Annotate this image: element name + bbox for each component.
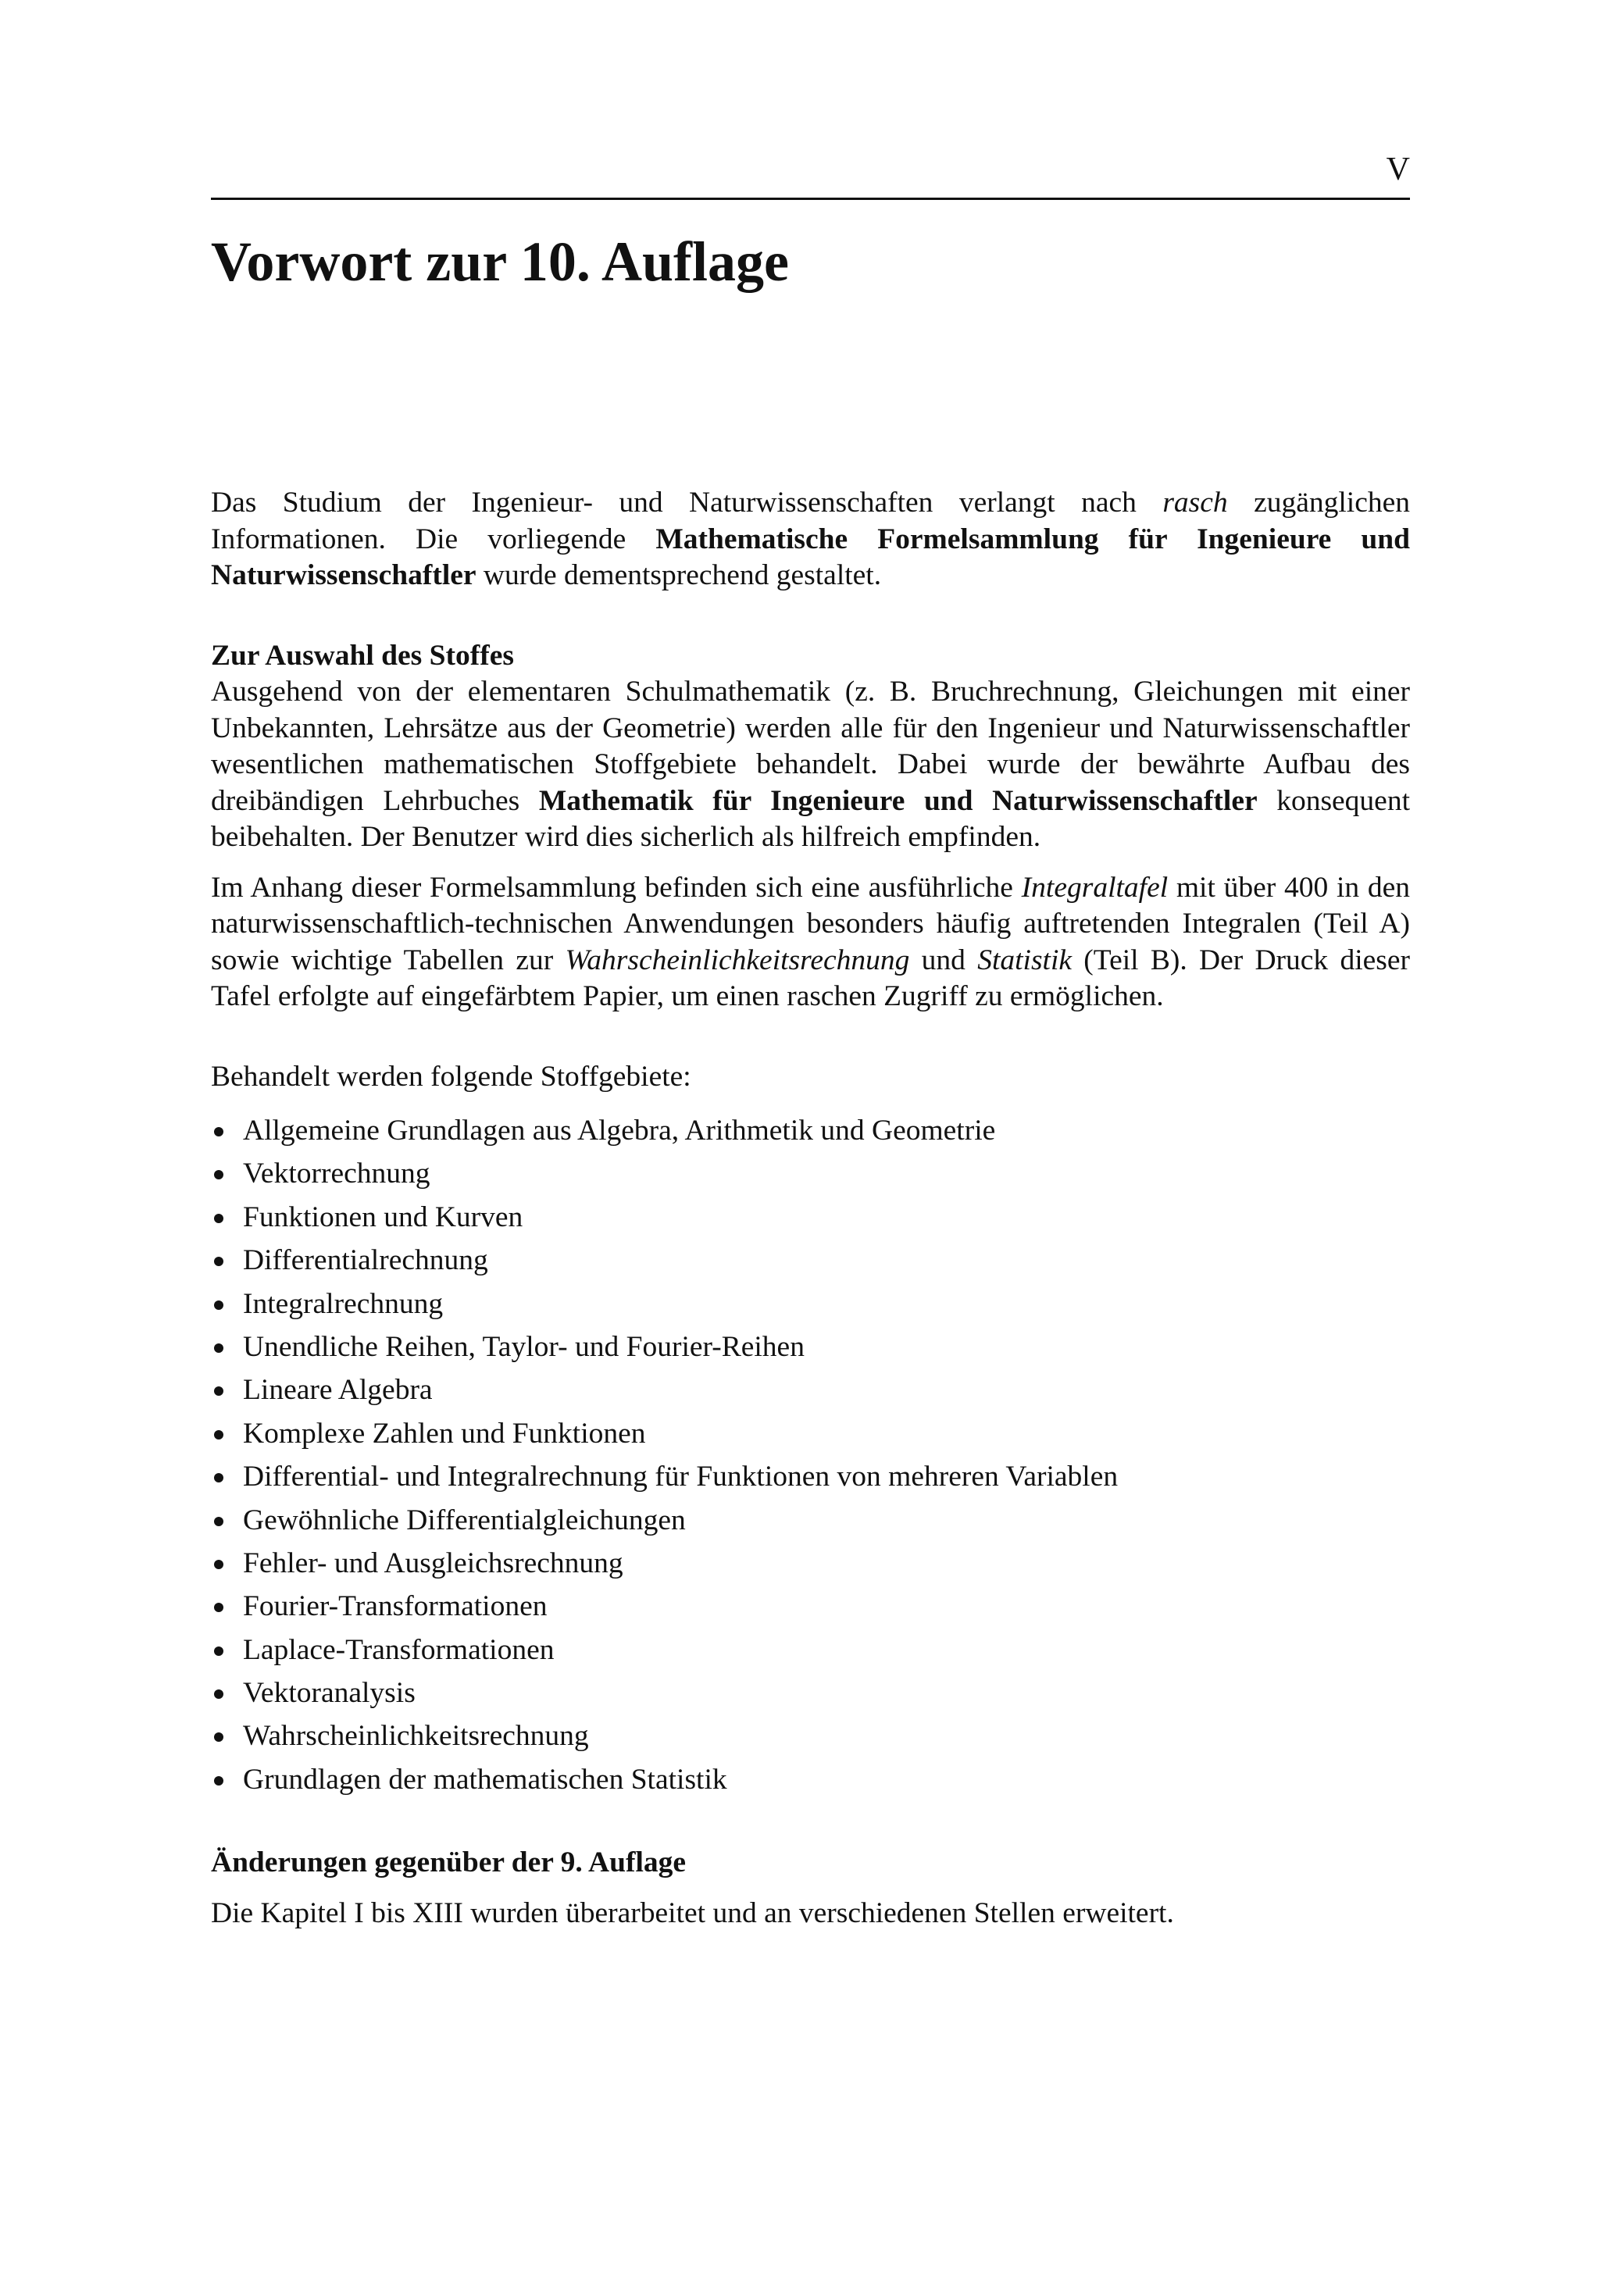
stoff-paragraph-1 <box>211 674 1410 856</box>
page-number: V <box>1386 152 1410 187</box>
list-item-label: Gewöhnliche Differentialgleichungen <box>243 1504 686 1536</box>
bullet-icon <box>214 1386 223 1396</box>
list-item <box>211 1239 1410 1282</box>
bullet-icon <box>214 1560 223 1569</box>
stoff-p2-text-3: und <box>909 944 978 976</box>
header-rule <box>211 198 1410 200</box>
stoff-p1-book-title: Mathematik für Ingenieure und Naturwissenschaftler <box>538 784 1258 817</box>
list-item <box>211 1196 1410 1239</box>
list-item-label: Wahrscheinlichkeitsrechnung <box>243 1720 589 1753</box>
bullet-icon <box>214 1300 223 1310</box>
list-item-label: Laplace-Transformationen <box>243 1633 555 1666</box>
bullet-icon <box>214 1603 223 1612</box>
bullet-icon <box>214 1689 223 1699</box>
list-item-label: Fehler- und Ausgleichsrechnung <box>243 1547 623 1579</box>
stoff-p2-emphasis-wahrscheinlichkeit: Wahrscheinlichkeitsrechnung <box>565 944 910 976</box>
bullet-icon <box>214 1257 223 1266</box>
bullet-icon <box>214 1127 223 1136</box>
list-item <box>211 1109 1410 1152</box>
stoff-p1-text-2: konsequent beibehalten. Der Benutzer wird dies sicherlich als hilfreich empfinden. <box>211 784 1410 853</box>
topics-list <box>211 1109 1410 1801</box>
list-item <box>211 1585 1410 1628</box>
bullet-icon <box>214 1473 223 1482</box>
list-item-label: Fourier-Transformationen <box>243 1590 548 1623</box>
list-item <box>211 1455 1410 1498</box>
stoff-paragraph-2 <box>211 870 1410 1015</box>
list-item-label: Lineare Algebra <box>243 1374 433 1407</box>
bullet-icon <box>214 1343 223 1353</box>
list-item <box>211 1758 1410 1801</box>
section-heading-changes: Änderungen gegenüber der 9. Auflage <box>211 1846 687 1879</box>
bullet-icon <box>214 1430 223 1440</box>
list-item-label: Unendliche Reihen, Taylor- und Fourier-Reihen <box>243 1330 805 1363</box>
bullet-icon <box>214 1646 223 1656</box>
intro-paragraph <box>211 485 1410 594</box>
stoff-p1-text-1: Ausgehend von der elementaren Schulmathematik (z. B. Bruchrechnung, Gleichungen mit einer Unbekannten, Lehrsätze aus der Geometrie) werden alle für den Ingenieur und Naturwissenschaftler wesentlichen mathematischen Stoffgebiete behandelt. Dabei wurde der bewährte Aufbau des dreibändigen Lehrbuches <box>211 676 1410 817</box>
stoff-p2-text-2: mit über 400 in den naturwissenschaftlich-technischen Anwendungen besonders häufig auftretenden Integralen (Teil A) sowie wichtige Tabellen zur <box>211 871 1410 976</box>
list-item-label: Funktionen und Kurven <box>243 1201 523 1233</box>
list-item <box>211 1368 1410 1411</box>
bullet-icon <box>214 1170 223 1179</box>
body-content <box>211 485 1410 1932</box>
list-item <box>211 1412 1410 1455</box>
list-item <box>211 1499 1410 1542</box>
list-item-label: Differential- und Integralrechnung für Funktionen von mehreren Variablen <box>243 1461 1119 1493</box>
stoff-p2-emphasis-integraltafel: Integraltafel <box>1021 871 1169 904</box>
list-item-label: Komplexe Zahlen und Funktionen <box>243 1417 646 1450</box>
list-item-label: Grundlagen der mathematischen Statistik <box>243 1763 727 1796</box>
intro-text-3: wurde dementsprechend gestaltet. <box>476 559 882 591</box>
bullet-icon <box>214 1214 223 1223</box>
stoff-p2-emphasis-statistik: Statistik <box>977 944 1073 976</box>
intro-text-1: Das Studium der Ingenieur- und Naturwissenschaften verlangt nach <box>211 487 1163 519</box>
list-item-label: Allgemeine Grundlagen aus Algebra, Arithmetik und Geometrie <box>243 1115 996 1147</box>
list-item <box>211 1152 1410 1195</box>
list-item <box>211 1283 1410 1325</box>
list-item <box>211 1629 1410 1671</box>
changes-paragraph: Die Kapitel I bis XIII wurden überarbeitet und an verschiedenen Stellen erweitert. <box>211 1896 1174 1929</box>
list-item-label: Integralrechnung <box>243 1287 444 1320</box>
intro-book-title: Mathematische Formelsammlung für Ingenieure und Naturwissenschaftler <box>211 523 1410 591</box>
list-item <box>211 1542 1410 1585</box>
page-title: Vorwort zur 10. Auflage <box>211 230 789 293</box>
intro-text-2: zugänglichen Informationen. Die vorliegende <box>211 487 1410 555</box>
stoff-p2-text-1: Im Anhang dieser Formelsammlung befinden sich eine ausführliche <box>211 871 1022 904</box>
bullet-icon <box>214 1517 223 1526</box>
intro-emphasis-rasch: rasch <box>1162 487 1228 519</box>
topics-intro: Behandelt werden folgende Stoffgebiete: <box>211 1060 691 1093</box>
list-item <box>211 1714 1410 1757</box>
bullet-icon <box>214 1776 223 1786</box>
list-item-label: Differentialrechnung <box>243 1244 488 1277</box>
list-item-label: Vektorrechnung <box>243 1158 430 1190</box>
list-item-label: Vektoranalysis <box>243 1677 416 1710</box>
list-item <box>211 1325 1410 1368</box>
bullet-icon <box>214 1732 223 1742</box>
list-item <box>211 1671 1410 1714</box>
document-page <box>211 0 1410 2269</box>
stoff-p2-text-4: (Teil B). Der Druck dieser Tafel erfolgte auf eingefärbtem Papier, um einen raschen Zugriff zu ermöglichen. <box>211 944 1410 1012</box>
section-heading-stoff: Zur Auswahl des Stoffes <box>211 639 514 672</box>
